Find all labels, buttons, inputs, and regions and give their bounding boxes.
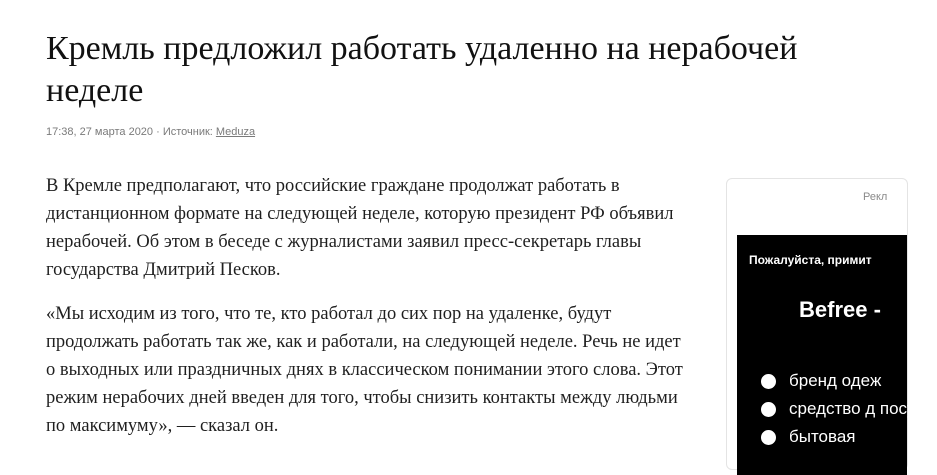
meta-separator: · [156,126,160,138]
article-paragraph: «Мы исходим из того, что те, кто работал до сих пор на удаленке, будут продолжать работать так же, как и работали, на следующей неделе. Речь не идет о выходных или праздничных днях в классическом понимании этого слова. Этот режим нерабочих дней введен для того, чтобы снизить контакты между людьми по максимуму», — сказал он. [46,304,683,436]
ad-banner-top-text: Пожалуйста, примит [749,253,872,267]
source-link[interactable]: Meduza [215,126,256,138]
article-meta [46,126,255,138]
article-paragraph: В Кремле предполагают, что российские граждане продолжат работать в дистанционном формате на следующей неделе, которую президент РФ объявил нерабочей. Об этом в беседе с журналистами заявил пресс-секретарь главы государства Дмитрий Песков. [46,176,674,280]
article-datetime: 17:38, 27 марта 2020 [46,126,154,138]
ad-block[interactable] [726,178,937,470]
ad-banner[interactable] [737,235,937,475]
article-body [46,172,686,456]
ad-feature-item: бытовая [761,427,937,447]
ad-feature-item: средство д посуды [761,399,937,419]
source-label: Источник: [162,126,213,138]
article-title: Кремль предложил работать удаленно на нерабочей неделе [46,30,798,109]
ad-label: Рекл [863,191,888,203]
ad-feature-item: бренд одеж [761,371,937,391]
ad-feature-list [761,371,937,455]
ad-brand: Befree - [799,297,881,322]
